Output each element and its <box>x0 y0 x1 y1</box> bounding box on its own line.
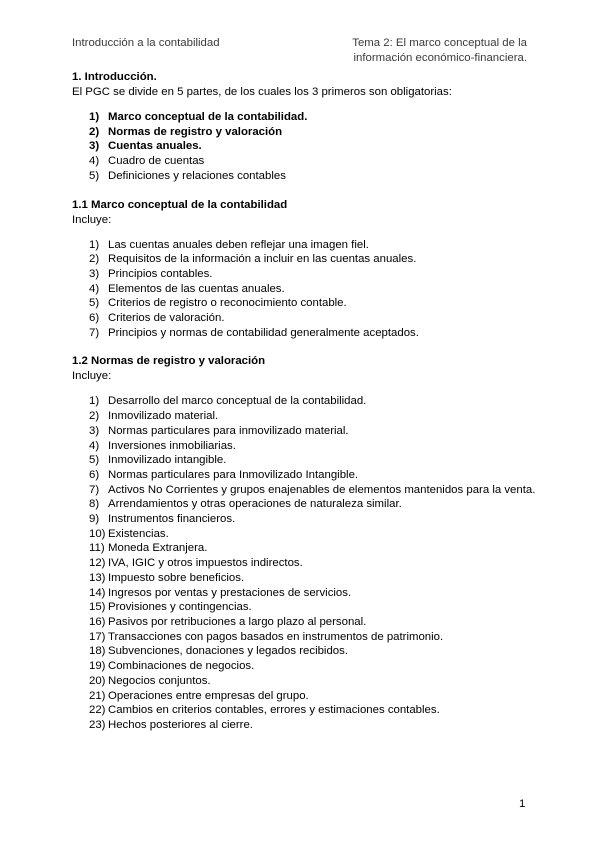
list-item-text: Pasivos por retribuciones a largo plazo al personal. <box>108 615 367 628</box>
list-item-number: 20) <box>89 674 106 687</box>
list-item-number: 1) <box>89 395 100 408</box>
list-item-text: Impuesto sobre beneficios. <box>108 571 245 584</box>
list-item <box>72 282 542 297</box>
list-item-text: Elementos de las cuentas anuales. <box>108 282 285 295</box>
list-item-number: 3) <box>89 140 100 153</box>
list-item-text: Hechos posteriores al cierre. <box>108 718 253 731</box>
list-item <box>72 424 542 439</box>
list-item <box>72 311 542 326</box>
header-topic-line1: Tema 2: El marco conceptual de la <box>352 37 527 49</box>
header-course-title: Introducción a la contabilidad <box>72 37 220 49</box>
list-item <box>72 139 542 154</box>
section-heading-normas-registro: 1.2 Normas de registro y valoración <box>72 355 266 368</box>
list-item-text: Inversiones inmobiliarias. <box>108 439 236 452</box>
list-item-number: 10) <box>89 527 106 540</box>
list-item <box>72 541 542 556</box>
list-item-number: 3) <box>89 267 100 280</box>
list-item <box>72 296 542 311</box>
list-item-text: IVA, IGIC y otros impuestos indirectos. <box>108 557 303 570</box>
list-item-number: 5) <box>89 169 100 182</box>
list-item-text: Ingresos por ventas y prestaciones de servicios. <box>108 586 352 599</box>
list-item-text: Moneda Extranjera. <box>108 542 208 555</box>
list-item <box>72 238 542 253</box>
list-item-number: 15) <box>89 601 106 614</box>
list-item-number: 14) <box>89 586 106 599</box>
list-item-number: 2) <box>89 253 100 266</box>
list-item-number: 2) <box>89 410 100 423</box>
list-item-number: 4) <box>89 282 100 295</box>
list-item-text: Marco conceptual de la contabilidad. <box>108 111 308 123</box>
list-item-text: Desarrollo del marco conceptual de la contabilidad. <box>108 395 367 408</box>
list-item-text: Principios contables. <box>108 267 213 280</box>
list-item-number: 13) <box>89 571 106 584</box>
section-includes-label: Incluye: <box>72 370 112 383</box>
list-item-number: 7) <box>89 326 100 339</box>
list-item-number: 5) <box>89 454 100 467</box>
list-item <box>72 512 542 527</box>
page-number: 1 <box>519 798 526 810</box>
list-item-text: Normas particulares para inmovilizado material. <box>108 424 349 437</box>
list-item-text: Principios y normas de contabilidad generalmente aceptados. <box>108 326 419 339</box>
list-item-text: Normas de registro y valoración <box>108 125 283 138</box>
list-item-text: Existencias. <box>108 527 169 540</box>
section-intro-text: El PGC se divide en 5 partes, de los cuales los 3 primeros son obligatorias: <box>72 86 452 98</box>
list-item-text: Inmovilizado material. <box>108 410 219 423</box>
list-item-text: Criterios de registro o reconocimiento contable. <box>108 297 347 310</box>
list-item <box>72 154 542 169</box>
list-item-text: Definiciones y relaciones contables <box>108 169 286 182</box>
list-item <box>72 453 542 468</box>
list-item <box>72 267 542 282</box>
section-heading-introduccion: 1. Introducción. <box>72 71 157 83</box>
list-item <box>72 689 542 704</box>
list-item <box>72 571 542 586</box>
normas-registro-list <box>72 394 542 732</box>
list-item-text: Requisitos de la información a incluir en las cuentas anuales. <box>108 253 417 266</box>
list-item <box>72 125 542 140</box>
list-item-number: 6) <box>89 312 100 325</box>
list-item-number: 4) <box>89 155 100 168</box>
list-item-number: 5) <box>89 297 100 310</box>
list-item <box>72 252 542 267</box>
list-item-number: 8) <box>89 498 100 511</box>
list-item-text: Negocios conjuntos. <box>108 674 211 687</box>
list-item-text: Instrumentos financieros. <box>108 513 236 526</box>
list-item-number: 2) <box>89 125 100 138</box>
list-item-number: 22) <box>89 704 106 717</box>
list-item <box>72 586 542 601</box>
list-item-number: 1) <box>89 238 100 251</box>
pgc-parts-list <box>72 110 542 184</box>
list-item <box>72 409 542 424</box>
list-item <box>72 468 542 483</box>
list-item <box>72 326 542 341</box>
list-item <box>72 556 542 571</box>
list-item-text: Criterios de valoración. <box>108 312 225 325</box>
list-item-text: Cambios en criterios contables, errores y estimaciones contables. <box>108 704 440 717</box>
list-item-number: 21) <box>89 689 106 702</box>
list-item-number: 6) <box>89 468 100 481</box>
list-item <box>72 615 542 630</box>
list-item-text: Las cuentas anuales deben reflejar una imagen fiel. <box>108 238 369 251</box>
section-includes-label: Incluye: <box>72 213 112 226</box>
list-item <box>72 630 542 645</box>
list-item <box>72 497 542 512</box>
list-item-number: 3) <box>89 424 100 437</box>
list-item <box>72 600 542 615</box>
list-item <box>72 659 542 674</box>
header-topic-line2: información económico-financiera. <box>353 52 527 64</box>
list-item-number: 4) <box>89 439 100 452</box>
list-item <box>72 674 542 689</box>
list-item-text: Cuentas anuales. <box>108 140 202 153</box>
list-item-text: Cuadro de cuentas <box>108 155 205 168</box>
list-item-number: 23) <box>89 718 106 731</box>
list-item <box>72 527 542 542</box>
list-item-text: Normas particulares para Inmovilizado Intangible. <box>108 468 359 481</box>
list-item-text: Inmovilizado intangible. <box>108 454 227 467</box>
list-item-text: Subvenciones, donaciones y legados recibidos. <box>108 645 348 658</box>
list-item-number: 18) <box>89 645 106 658</box>
list-item <box>72 110 542 125</box>
list-item <box>72 483 542 498</box>
list-item-number: 16) <box>89 615 106 628</box>
list-item-text: Arrendamientos y otras operaciones de naturaleza similar. <box>108 498 402 511</box>
list-item-text: Provisiones y contingencias. <box>108 601 252 614</box>
list-item-number: 9) <box>89 513 100 526</box>
list-item-number: 11) <box>89 542 105 555</box>
marco-conceptual-list <box>72 238 542 341</box>
list-item-number: 19) <box>89 660 106 673</box>
section-heading-marco-conceptual: 1.1 Marco conceptual de la contabilidad <box>72 198 288 211</box>
list-item <box>72 718 542 733</box>
header-topic-title <box>330 36 527 66</box>
list-item-number: 17) <box>89 630 106 643</box>
list-item-text: Operaciones entre empresas del grupo. <box>108 689 309 702</box>
list-item-text: Combinaciones de negocios. <box>108 660 255 673</box>
list-item <box>72 169 542 184</box>
list-item <box>72 439 542 454</box>
list-item-number: 7) <box>89 483 100 496</box>
document-body <box>72 70 542 733</box>
list-item-number: 1) <box>89 111 100 123</box>
list-item-text: Activos No Corrientes y grupos enajenables de elementos mantenidos para la venta. <box>108 483 536 496</box>
list-item-text: Transacciones con pagos basados en instrumentos de patrimonio. <box>108 630 444 643</box>
list-item <box>72 394 542 409</box>
list-item <box>72 703 542 718</box>
list-item-number: 12) <box>89 557 106 570</box>
list-item <box>72 644 542 659</box>
